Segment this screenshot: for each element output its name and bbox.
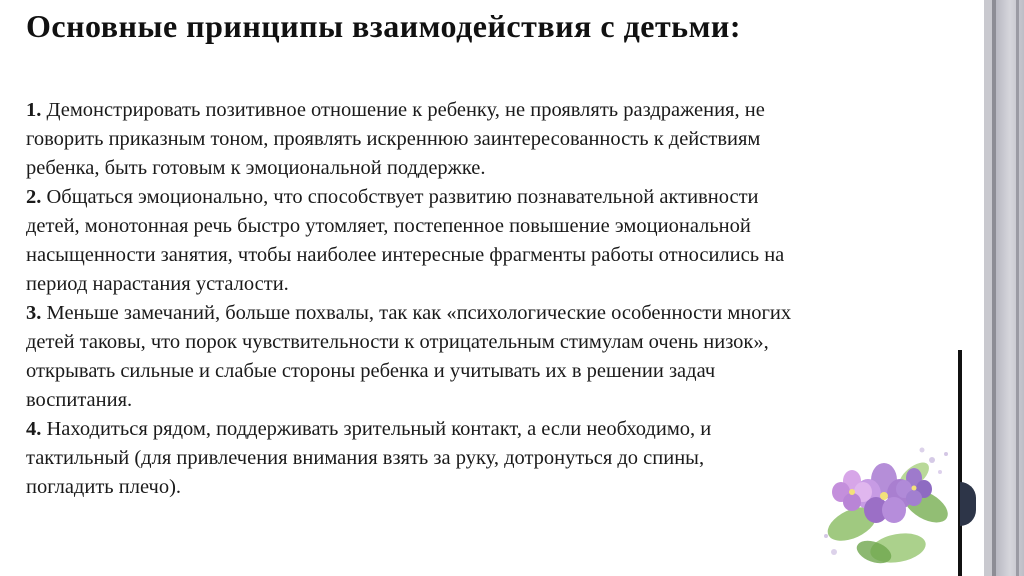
item-number: 1. [26,99,42,121]
item-text: Демонстрировать позитивное отношение к ребенку, не проявлять раздражения, не говорить приказным тоном, проявлять искреннюю заинтересованность к действиям ребенка, быть готовым к эмоциональной поддержке. [26,99,765,179]
list-item [26,183,796,299]
violet-flower-icon [814,432,964,576]
list-item [26,96,796,183]
border-strip [984,0,992,576]
principles-list [26,96,796,502]
item-text: Находиться рядом, поддерживать зрительный контакт, а если необходимо, и тактильный (для привлечения внимания взять за руку, дотронуться до спины, погладить плечо). [26,418,712,498]
slide-title: Основные принципы взаимодействия с детьми: [26,8,741,44]
list-item [26,415,796,502]
border-strip [996,0,1024,576]
border-strip [1016,0,1019,576]
item-text: Меньше замечаний, больше похвалы, так как «психологические особенности многих детей таковы, что порок чувствительности к отрицательным стимулам очень низок», открывать сильные и слабые стороны ребенка и учитывать их в решении задач воспитания. [26,302,792,411]
item-text: Общаться эмоционально, что способствует развитию познавательной активности детей, монотонная речь быстро утомляет, постепенное повышение эмоциональной насыщенности занятия, чтобы наиболее интересные фрагменты работы относились на период нарастания усталости. [26,186,785,295]
item-number: 3. [26,302,42,324]
item-number: 4. [26,418,42,440]
list-item [26,299,796,415]
item-number: 2. [26,186,42,208]
